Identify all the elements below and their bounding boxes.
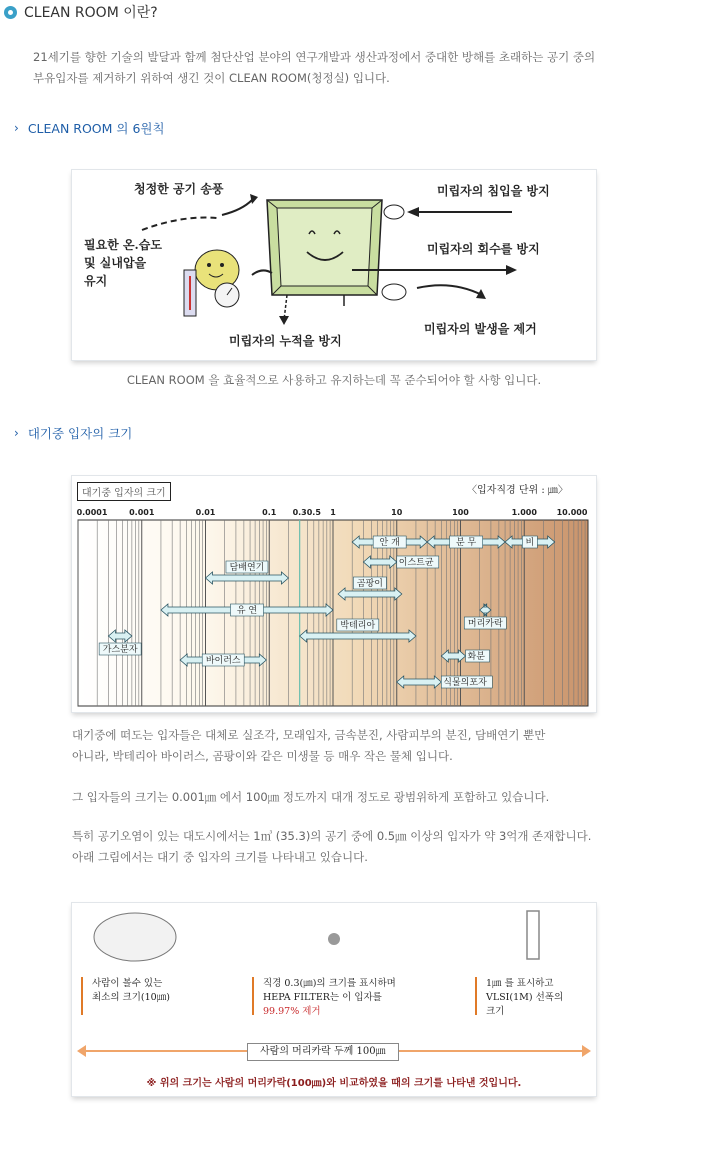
section-heading-particle-size: [14, 424, 132, 442]
particles-paragraph-1: [72, 725, 632, 767]
section-heading-principles: [14, 119, 165, 137]
tick-label: 100: [452, 508, 469, 517]
tick-label: 0.3: [292, 508, 307, 517]
cleanroom-principles-figure: [72, 170, 596, 360]
intro-line-1: 21세기를 향한 기술의 발달과 함께 첨단산업 분야의 연구개발과 생산과정에서 중대한 방해를 초래하는 공기 중의: [33, 50, 596, 64]
tick-label: 10.000: [556, 508, 588, 517]
chevron-right-icon: ›: [14, 121, 19, 135]
principle-label-airflow: 청정한 공기 송풍: [134, 182, 224, 196]
principle-label-temp-line3: 유지: [84, 274, 108, 288]
principles-caption: CLEAN ROOM 을 효율적으로 사용하고 유지하는데 꼭 준수되어야 할 사항 입니다.: [126, 373, 542, 387]
chart-unit: 〈입자직경 단위 : ㎛〉: [467, 485, 568, 496]
range-label: 식물의포자: [443, 678, 487, 688]
range-label: 박테리아: [340, 621, 376, 631]
range-arrow: [441, 650, 489, 662]
tick-label: 0.01: [195, 508, 216, 517]
range-label: 분 무: [455, 538, 477, 548]
hepa-particle-dot: [328, 933, 340, 945]
principle-label-recovery: 미립자의 회수를 방지: [427, 242, 540, 256]
comparison-col2-line1: 직경 0.3(㎛)의 크기를 표시하며: [263, 978, 396, 989]
comparison-col-hepa: [263, 977, 396, 1019]
principle-label-intrusion: 미립자의 침입을 방지: [437, 184, 550, 198]
range-label: 바이러스: [205, 656, 241, 666]
tick-label: 0.0001: [76, 508, 108, 517]
page-title: CLEAN ROOM 이란?: [24, 5, 158, 21]
principle-label-temp-line1: 필요한 온.습도: [84, 238, 162, 252]
range-label: 곰팡이: [356, 579, 383, 589]
particle-size-chart: [72, 476, 596, 712]
comparison-col2-line2: HEPA FILTER는 이 입자를: [263, 992, 382, 1003]
tick-label: 0.1: [262, 508, 277, 517]
comparison-note: ※ 위의 크기는 사람의 머리카락(100㎛)와 비교하였을 때의 크기를 나타낸 것입니다.: [146, 1078, 522, 1089]
section-heading-text: 대기중 입자의 크기: [27, 426, 133, 441]
chevron-right-icon: ›: [14, 426, 19, 440]
tick-label: 0.001: [129, 508, 155, 517]
range-label: 담배연기: [229, 563, 265, 573]
chart-title: 대기중 입자의 크기: [77, 482, 171, 501]
particles-paragraph-3: [72, 826, 672, 868]
tick-label: 10: [391, 508, 403, 517]
particles-para1-line2: 아니라, 박테리아 바이러스, 곰팡이와 같은 미생물 등 매우 작은 물체 입니다.: [72, 749, 453, 763]
particles-para3-line1: 특히 공기오염이 있는 대도시에서는 1㎥ (35.3)의 공기 중에 0.5㎛ 이상의 입자가 약 3억개 존재합니다.: [72, 829, 592, 843]
range-label: 이스트균: [398, 558, 434, 568]
vlsi-line-rect: [527, 911, 539, 959]
tick-label: 1.000: [511, 508, 537, 517]
particles-para1-line1: 대기중에 떠도는 입자들은 대체로 실조각, 모래입자, 금속분진, 사람피부의 분진, 담배연기 뿐만: [72, 728, 546, 742]
page-title-row: [4, 2, 158, 22]
range-label: 비: [525, 538, 535, 548]
comparison-col3-line2: VLSI(1M) 선폭의: [486, 992, 564, 1003]
circle-bullet-icon: [4, 6, 17, 19]
comparison-col1-line1: 사람이 볼수 있는: [92, 978, 163, 989]
ten-micron-ellipse: [94, 913, 176, 961]
range-label: 유 연: [236, 606, 258, 616]
range-label: 안 개: [379, 538, 400, 548]
particles-para3-line2: 아래 그림에서는 대기 중 입자의 크기를 나타내고 있습니다.: [72, 850, 368, 864]
tick-label: 1: [330, 508, 336, 517]
intro-paragraph: [33, 47, 693, 89]
comparison-col3-line3: 크기: [486, 1006, 505, 1017]
principle-label-accumulation: 미립자의 누적을 방지: [229, 334, 342, 348]
tick-label: 0.5: [306, 508, 321, 517]
size-comparison-figure: [72, 903, 596, 1096]
range-label: 머리카락: [467, 619, 503, 629]
comparison-col3-line1: 1㎛ 를 표시하고: [486, 978, 554, 989]
comparison-col-10um: [92, 977, 170, 1005]
principle-label-temp-line2: 및 실내압을: [84, 256, 147, 270]
comparison-col-vlsi: [486, 977, 563, 1019]
range-label: 화분: [467, 652, 485, 662]
principle-label-temperature: [84, 236, 162, 290]
section-heading-text: CLEAN ROOM 의 6원칙: [27, 121, 165, 136]
comparison-col2-line3: 99.97% 제거: [263, 1006, 321, 1017]
comparison-col1-line2: 최소의 크기(10㎛): [92, 992, 170, 1003]
intro-line-2: 부유입자를 제거하기 위하여 생긴 것이 CLEAN ROOM(청정실) 입니다.: [33, 71, 390, 85]
hair-thickness-label: 사람의 머리카락 두께 100㎛: [247, 1043, 399, 1061]
chart-plot: [72, 476, 596, 712]
particles-paragraph-2: 그 입자들의 크기는 0.001㎛ 에서 100㎛ 정도까지 대개 정도로 광범위하게 포함하고 있습니다.: [72, 790, 550, 804]
principle-label-generation: 미립자의 발생을 제거: [424, 322, 537, 336]
range-label: 가스분자: [102, 645, 138, 655]
